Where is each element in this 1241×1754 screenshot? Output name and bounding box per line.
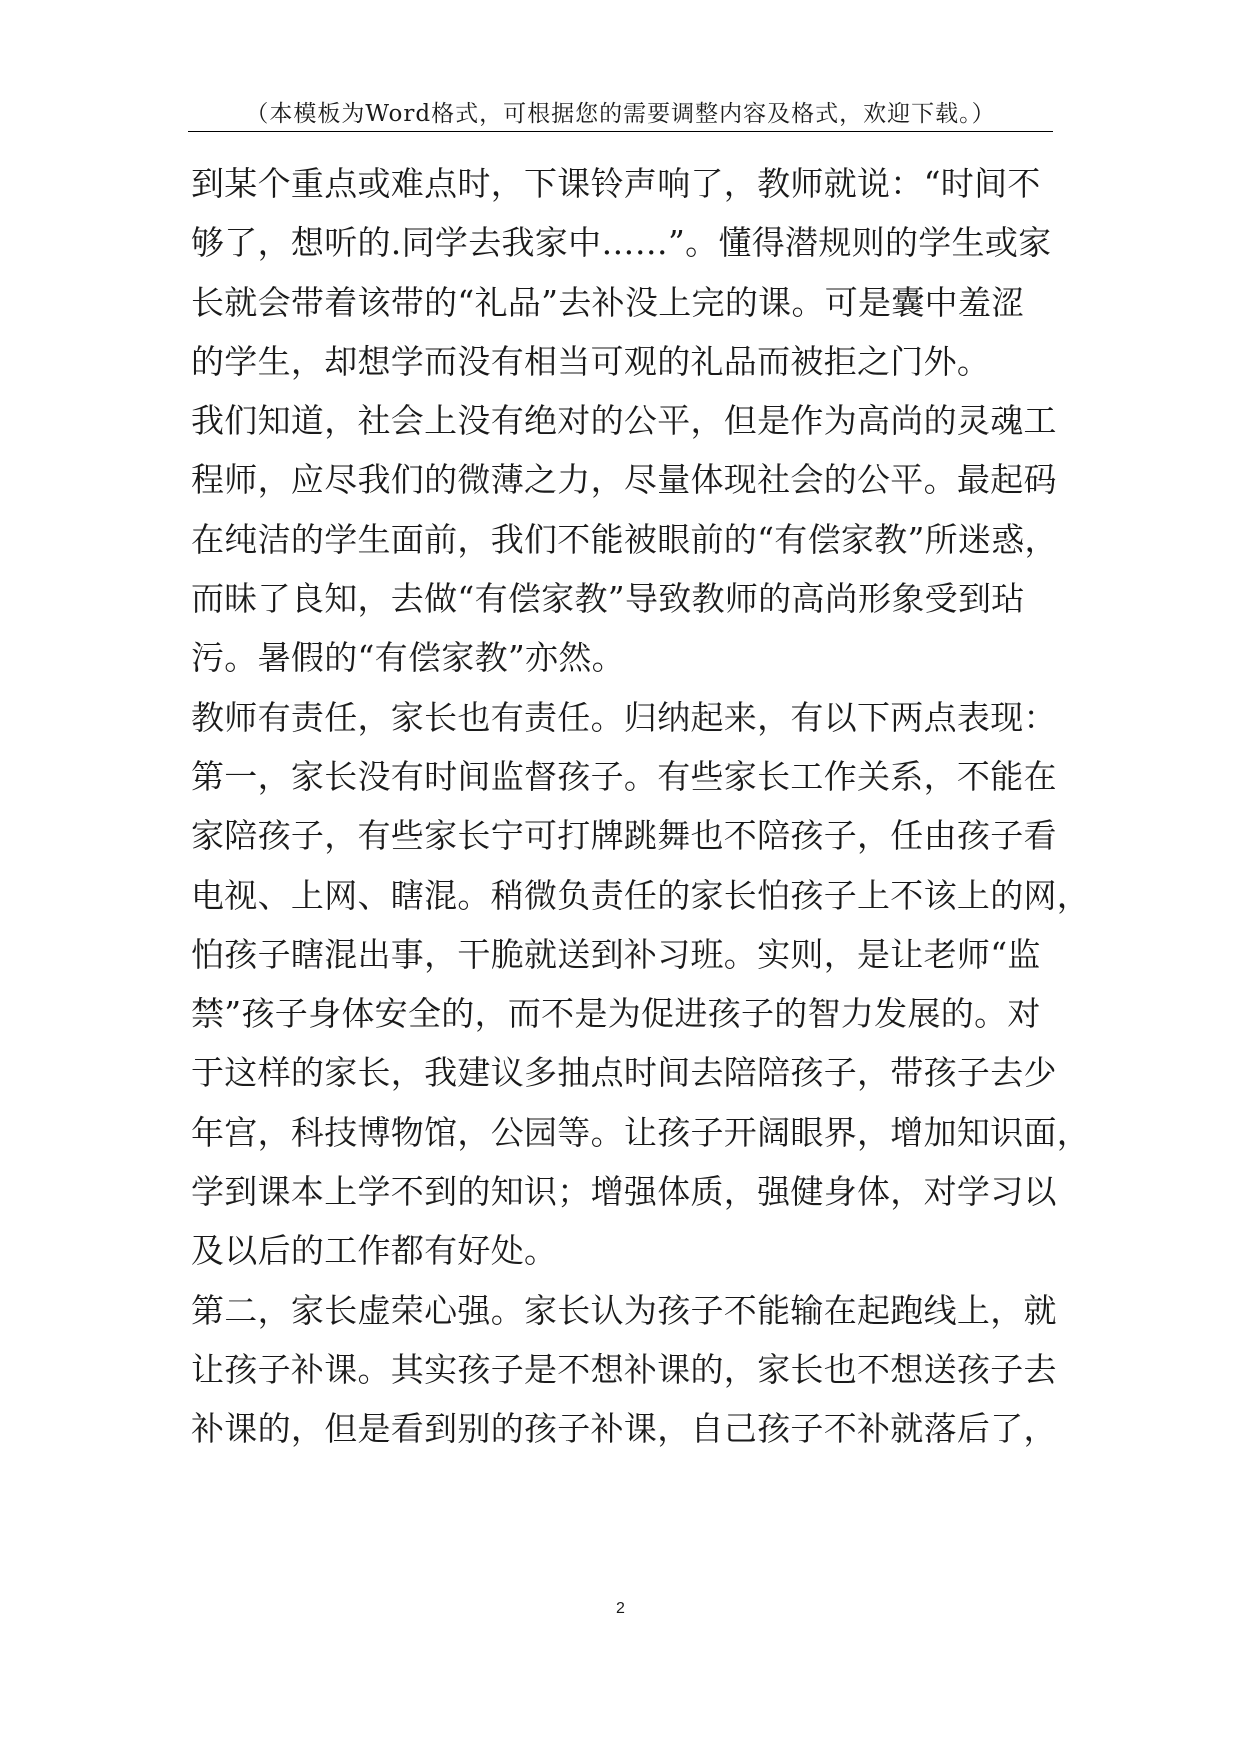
body-line: 程师，应尽我们的微薄之力，尽量体现社会的公平。最起码 xyxy=(191,460,1057,500)
body-line: 我们知道，社会上没有绝对的公平，但是作为高尚的灵魂工 xyxy=(191,401,1057,441)
body-line: 污。暑假的“有偿家教”亦然。 xyxy=(191,638,625,678)
body-line: 长就会带着该带的“礼品”去补没上完的课。可是囊中羞涩 xyxy=(191,282,1025,322)
body-line: 第二，家长虚荣心强。家长认为孩子不能输在起跑线上，就 xyxy=(191,1290,1057,1330)
body-line: 电视、上网、瞎混。稍微负责任的家长怕孩子上不该上的网， xyxy=(191,875,1091,915)
body-line: 够了，想听的.同学去我家中……”。懂得潜规则的学生或家 xyxy=(191,223,1052,263)
body-line: 而昧了良知，去做“有偿家教”导致教师的高尚形象受到玷 xyxy=(191,579,1025,619)
body-line: 怕孩子瞎混出事，干脆就送到补习班。实则，是让老师“监 xyxy=(191,934,1041,974)
body-line: 补课的，但是看到别的孩子补课，自己孩子不补就落后了， xyxy=(191,1409,1057,1449)
page-number: 2 xyxy=(616,1600,625,1617)
body-line: 让孩子补课。其实孩子是不想补课的，家长也不想送孩子去 xyxy=(191,1349,1057,1389)
body-line: 教师有责任，家长也有责任。归纳起来，有以下两点表现： xyxy=(191,697,1057,737)
body-line: 的学生，却想学而没有相当可观的礼品而被拒之门外。 xyxy=(191,341,991,381)
body-line: 家陪孩子，有些家长宁可打牌跳舞也不陪孩子，任由孩子看 xyxy=(191,816,1057,856)
body-line: 禁”孩子身体安全的，而不是为促进孩子的智力发展的。对 xyxy=(191,994,1041,1034)
template-header-note: （本模板为Word格式，可根据您的需要调整内容及格式，欢迎下载。） xyxy=(245,101,996,127)
body-line: 到某个重点或难点时，下课铃声响了，教师就说：“时间不 xyxy=(191,164,1041,203)
body-line: 学到课本上学不到的知识；增强体质，强健身体，对学习以 xyxy=(191,1172,1057,1212)
body-line: 第一，家长没有时间监督孩子。有些家长工作关系，不能在 xyxy=(191,756,1057,796)
body-line: 年宫，科技博物馆，公园等。让孩子开阔眼界，增加知识面， xyxy=(191,1112,1091,1152)
document-body xyxy=(191,154,1091,1459)
body-line: 在纯洁的学生面前，我们不能被眼前的“有偿家教”所迷惑， xyxy=(191,519,1058,559)
header-divider xyxy=(188,131,1053,132)
body-line: 及以后的工作都有好处。 xyxy=(191,1231,558,1271)
body-line: 于这样的家长，我建议多抽点时间去陪陪孩子，带孩子去少 xyxy=(191,1053,1057,1093)
